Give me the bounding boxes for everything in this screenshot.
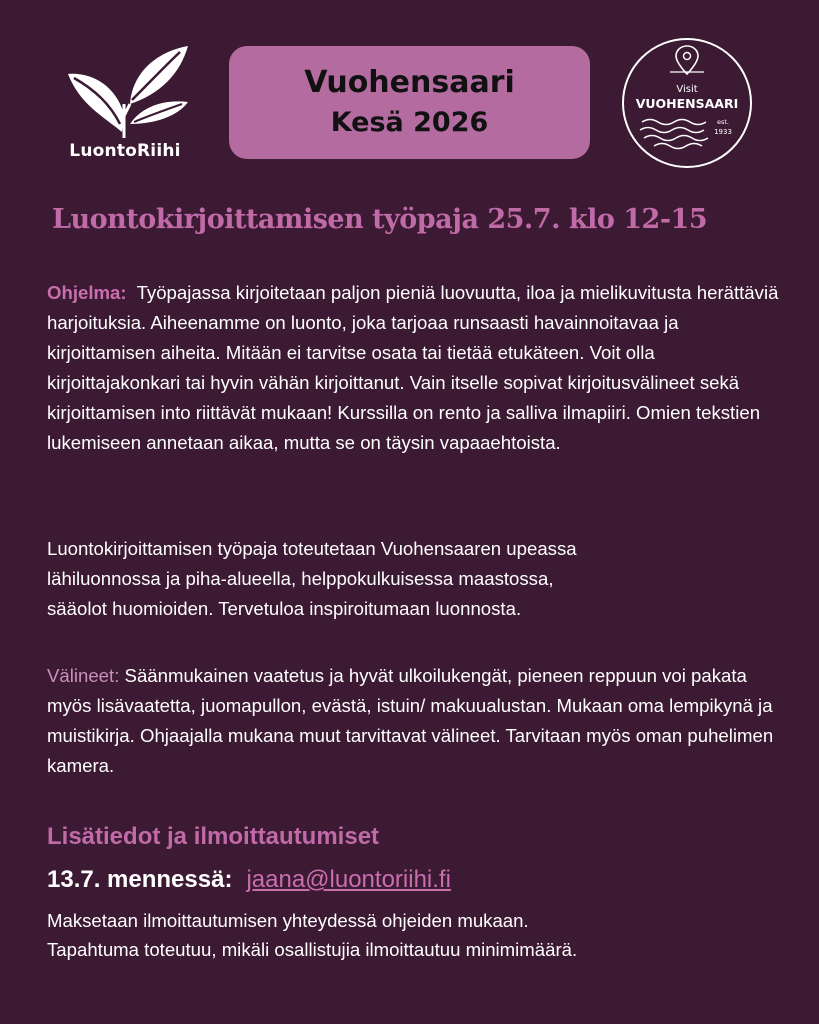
visit-vuohensaari-badge (620, 36, 754, 170)
location-paragraph (47, 534, 787, 624)
badge-year: 1933 (714, 128, 732, 136)
waves-icon (640, 120, 708, 149)
title-box (229, 46, 590, 159)
deadline-row (47, 866, 451, 894)
title-season: Kesä 2026 (330, 106, 489, 138)
location-pin-icon (670, 46, 704, 74)
event-heading: Luontokirjoittamisen työpaja 25.7. klo 12-15 (52, 204, 708, 235)
program-paragraph (47, 278, 787, 458)
location-line: lähiluonnossa ja piha-alueella, helppokulkuisessa maastossa, (47, 568, 554, 589)
equipment-paragraph (47, 661, 787, 781)
brand-name: LuontoRiihi (69, 141, 181, 161)
email-link[interactable]: jaana@luontoriihi.fi (246, 866, 451, 893)
program-text: Työpajassa kirjoitetaan paljon pieniä luovuutta, iloa ja mielikuvitusta herättäviä harjoituksia. Aiheenamme on luonto, joka tarjoaa runsaasti havainnoitavaa ja kirjoittamisen aiheita. Mitään ei tarvitse osata tai tietää etukäteen. Voit olla kirjoittajakonkari tai hyvin vähän kirjoittanut. Vain itselle sopivat kirjoitusvälineet sekä kirjoittamisen into riittävät mukaan! Kurssilla on rento ja salliva ilmapiiri. Omien tekstien lukemiseen annetaan aikaa, mutta se on täysin vapaaehtoista. (47, 282, 779, 453)
leaf-sprout-icon (60, 44, 190, 139)
note-line: Maksetaan ilmoittautumisen yhteydessä ohjeiden mukaan. (47, 910, 529, 931)
registration-note (47, 906, 787, 964)
title-location: Vuohensaari (304, 64, 515, 100)
badge-est: est. (716, 118, 730, 126)
equipment-label: Välineet: (47, 665, 120, 686)
program-label: Ohjelma: (47, 282, 127, 303)
equipment-text: Säänmukainen vaatetus ja hyvät ulkoilukengät, pieneen reppuun voi pakata myös lisävaatetta, juomapullon, evästä, istuin/ makuualustan. Mukaan oma lempikynä ja muistikirja. Ohjaajalla mukana muut tarvittavat välineet. Tarvitaan myös oman puhelimen kamera. (47, 665, 774, 776)
deadline-label: 13.7. mennessä: (47, 866, 233, 893)
note-line: Tapahtuma toteutuu, mikäli osallistujia ilmoittautuu minimimäärä. (47, 939, 578, 960)
location-line: sääolot huomioiden. Tervetuloa inspiroitumaan luonnosta. (47, 598, 522, 619)
badge-visit: Visit (676, 84, 698, 95)
badge-name: VUOHENSAARI (635, 96, 739, 111)
location-line: Luontokirjoittamisen työpaja toteutetaan Vuohensaaren upeassa (47, 538, 577, 559)
luontoriihi-logo (50, 44, 200, 164)
info-title: Lisätiedot ja ilmoittautumiset (47, 823, 380, 850)
